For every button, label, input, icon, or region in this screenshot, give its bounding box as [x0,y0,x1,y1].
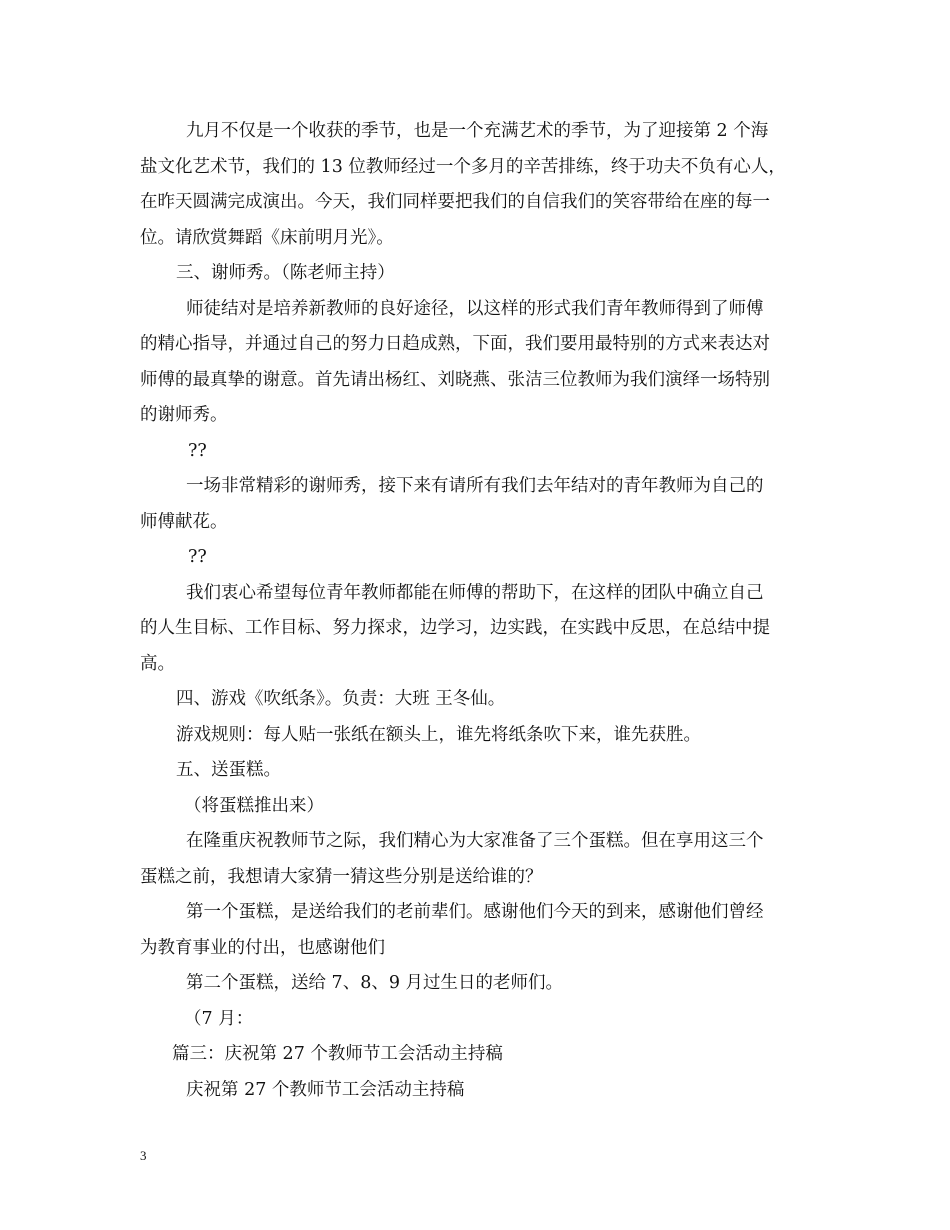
paragraph-line: 师傅献花。 [140,511,228,532]
paragraph-line: 为教育事业的付出，也感谢他们 [140,937,385,958]
paragraph-line: 的人生目标、工作目标、努力探求，边学习，边实践，在实践中反思，在总结中提 [140,618,770,638]
paragraph-line: 在昨天圆满完成演出。今天，我们同样要把我们的自信我们的笑容带给在座的每一 [140,192,770,212]
paragraph-line: 高。 [140,653,175,674]
paragraph-line: 的精心指导，并通过自己的努力日趋成熟，下面，我们要用最特别的方式来表达对 [140,334,770,354]
section-heading: 三、谢师秀。（陈老师主持） [176,263,395,283]
section-heading: 五、送蛋糕。 [176,760,281,780]
paragraph-line: 盐文化艺术节，我们的 13 位教师经过一个多月的辛苦排练，终于功夫不负有心人， [140,156,786,177]
paragraph-line: 师徒结对是培养新教师的良好途径，以这样的形式我们青年教师得到了师傅 [186,298,764,319]
paragraph-line: 的谢师秀。 [140,405,228,425]
paragraph-line: 位。请欣赏舞蹈《床前明月光》。 [140,227,394,248]
paragraph-line: 第二个蛋糕，送给 7、8、9 月过生日的老师们。 [186,973,564,993]
section-heading: 四、游戏《吹纸条》。负责：大班 王冬仙。 [176,689,506,709]
paragraph-line: 我们衷心希望每位青年教师都能在师傅的帮助下，在这样的团队中确立自己 [186,582,764,603]
stage-direction: （将蛋糕推出来） [184,795,324,816]
paragraph-line: 在隆重庆祝教师节之际，我们精心为大家准备了三个蛋糕。但在享用这三个 [186,831,764,851]
paragraph-line: 庆祝第 27 个教师节工会活动主持稿 [186,1079,465,1100]
paragraph-line: （7 月： [184,1008,254,1029]
document-body [140,114,820,1108]
paragraph-line: 游戏规则：每人贴一张纸在额头上，谁先将纸条吹下来，谁先获胜。 [176,724,701,745]
paragraph-line: 蛋糕之前，我想请大家猜一猜这些分别是送给谁的？ [140,866,543,887]
paragraph-line: 一场非常精彩的谢师秀，接下来有请所有我们去年结对的青年教师为自己的 [186,476,764,496]
placeholder-marks: ?? [188,440,207,461]
paragraph-line: 师傅的最真挚的谢意。首先请出杨红、刘晓燕、张洁三位教师为我们演绎一场特别 [140,369,770,390]
section-heading: 篇三：庆祝第 27 个教师节工会活动主持稿 [172,1044,503,1064]
page-number: 3 [140,1148,147,1163]
placeholder-marks: ?? [188,547,207,567]
paragraph-line: 九月不仅是一个收获的季节，也是一个充满艺术的季节，为了迎接第 2 个海 [186,121,769,141]
paragraph-line: 第一个蛋糕，是送给我们的老前辈们。感谢他们今天的到来，感谢他们曾经 [186,902,764,922]
